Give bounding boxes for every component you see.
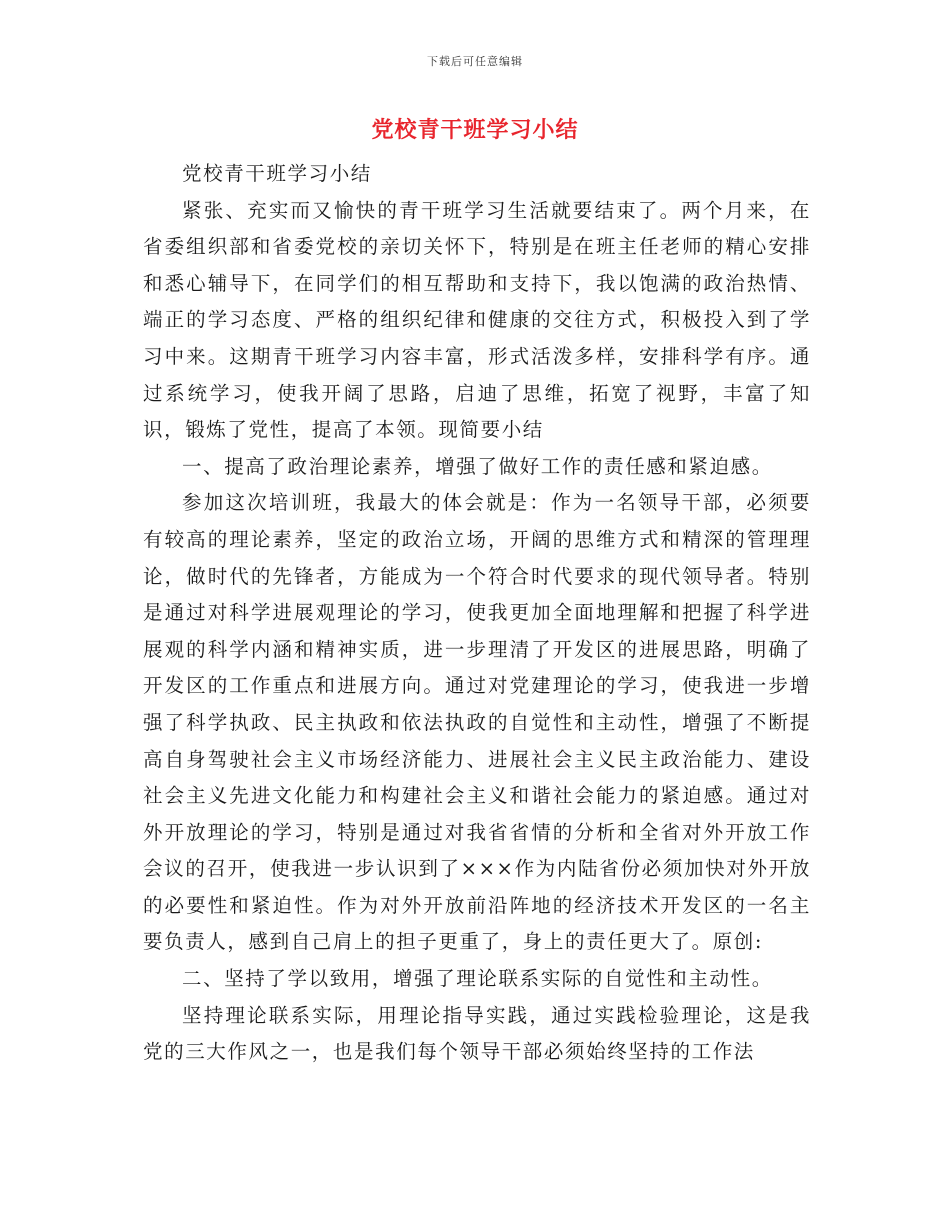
paragraph: 坚持理论联系实际，用理论指导实践，通过实践检验理论，这是我党的三大作风之一，也是我们每个领导干部必须始终坚持的工作法 <box>143 1003 811 1064</box>
paragraph: 参加这次培训班，我最大的体会就是：作为一名领导干部，必须要有较高的理论素养，坚定的政治立场，开阔的思维方式和精深的管理理论，做时代的先锋者，方能成为一个符合时代要求的现代领导者。特别是通过对科学进展观理论的学习，使我更加全面地理解和把握了科学进展观的科学内涵和精神实质，进一步理清了开发区的进展思路，明确了开发区的工作重点和进展方向。通过对党建理论的学习，使我进一步增强了科学执政、民主执政和依法执政的自觉性和主动性，增强了不断提高自身驾驶社会主义市场经济能力、进展社会主义民主政治能力、建设社会主义先进文化能力和构建社会主义和谐社会能力的紧迫感。通过对外开放理论的学习，特别是通过对我省省情的分析和全省对外开放工作会议的召开，使我进一步认识到了×××作为内陆省份必须加快对外开放的必要性和紧迫性。作为对外开放前沿阵地的经济技术开发区的一名主要负责人，感到自己肩上的担子更重了，身上的责任更大了。原创: <box>143 491 811 954</box>
section-heading: 一、提高了政治理论素养，增强了做好工作的责任感和紧迫感。 <box>182 454 773 478</box>
paragraph-subtitle: 党校青干班学习小结 <box>182 162 372 185</box>
document-body <box>143 156 811 1071</box>
paragraph: 紧张、充实而又愉快的青干班学习生活就要结束了。两个月来，在省委组织部和省委党校的亲切关怀下，特别是在班主任老师的精心安排和悉心辅导下，在同学们的相互帮助和支持下，我以饱满的政治热情、端正的学习态度、严格的组织纪律和健康的交往方式，积极投入到了学习中来。这期青干班学习内容丰富，形式活泼多样，安排科学有序。通过系统学习，使我开阔了思路，启迪了思维，拓宽了视野，丰富了知识，锻炼了党性，提高了本领。现简要小结 <box>143 198 811 442</box>
header-note: 下载后可任意编辑 <box>427 55 523 68</box>
section-heading: 二、坚持了学以致用，增强了理论联系实际的自觉性和主动性。 <box>182 967 773 991</box>
document-title: 党校青干班学习小结 <box>371 117 579 143</box>
